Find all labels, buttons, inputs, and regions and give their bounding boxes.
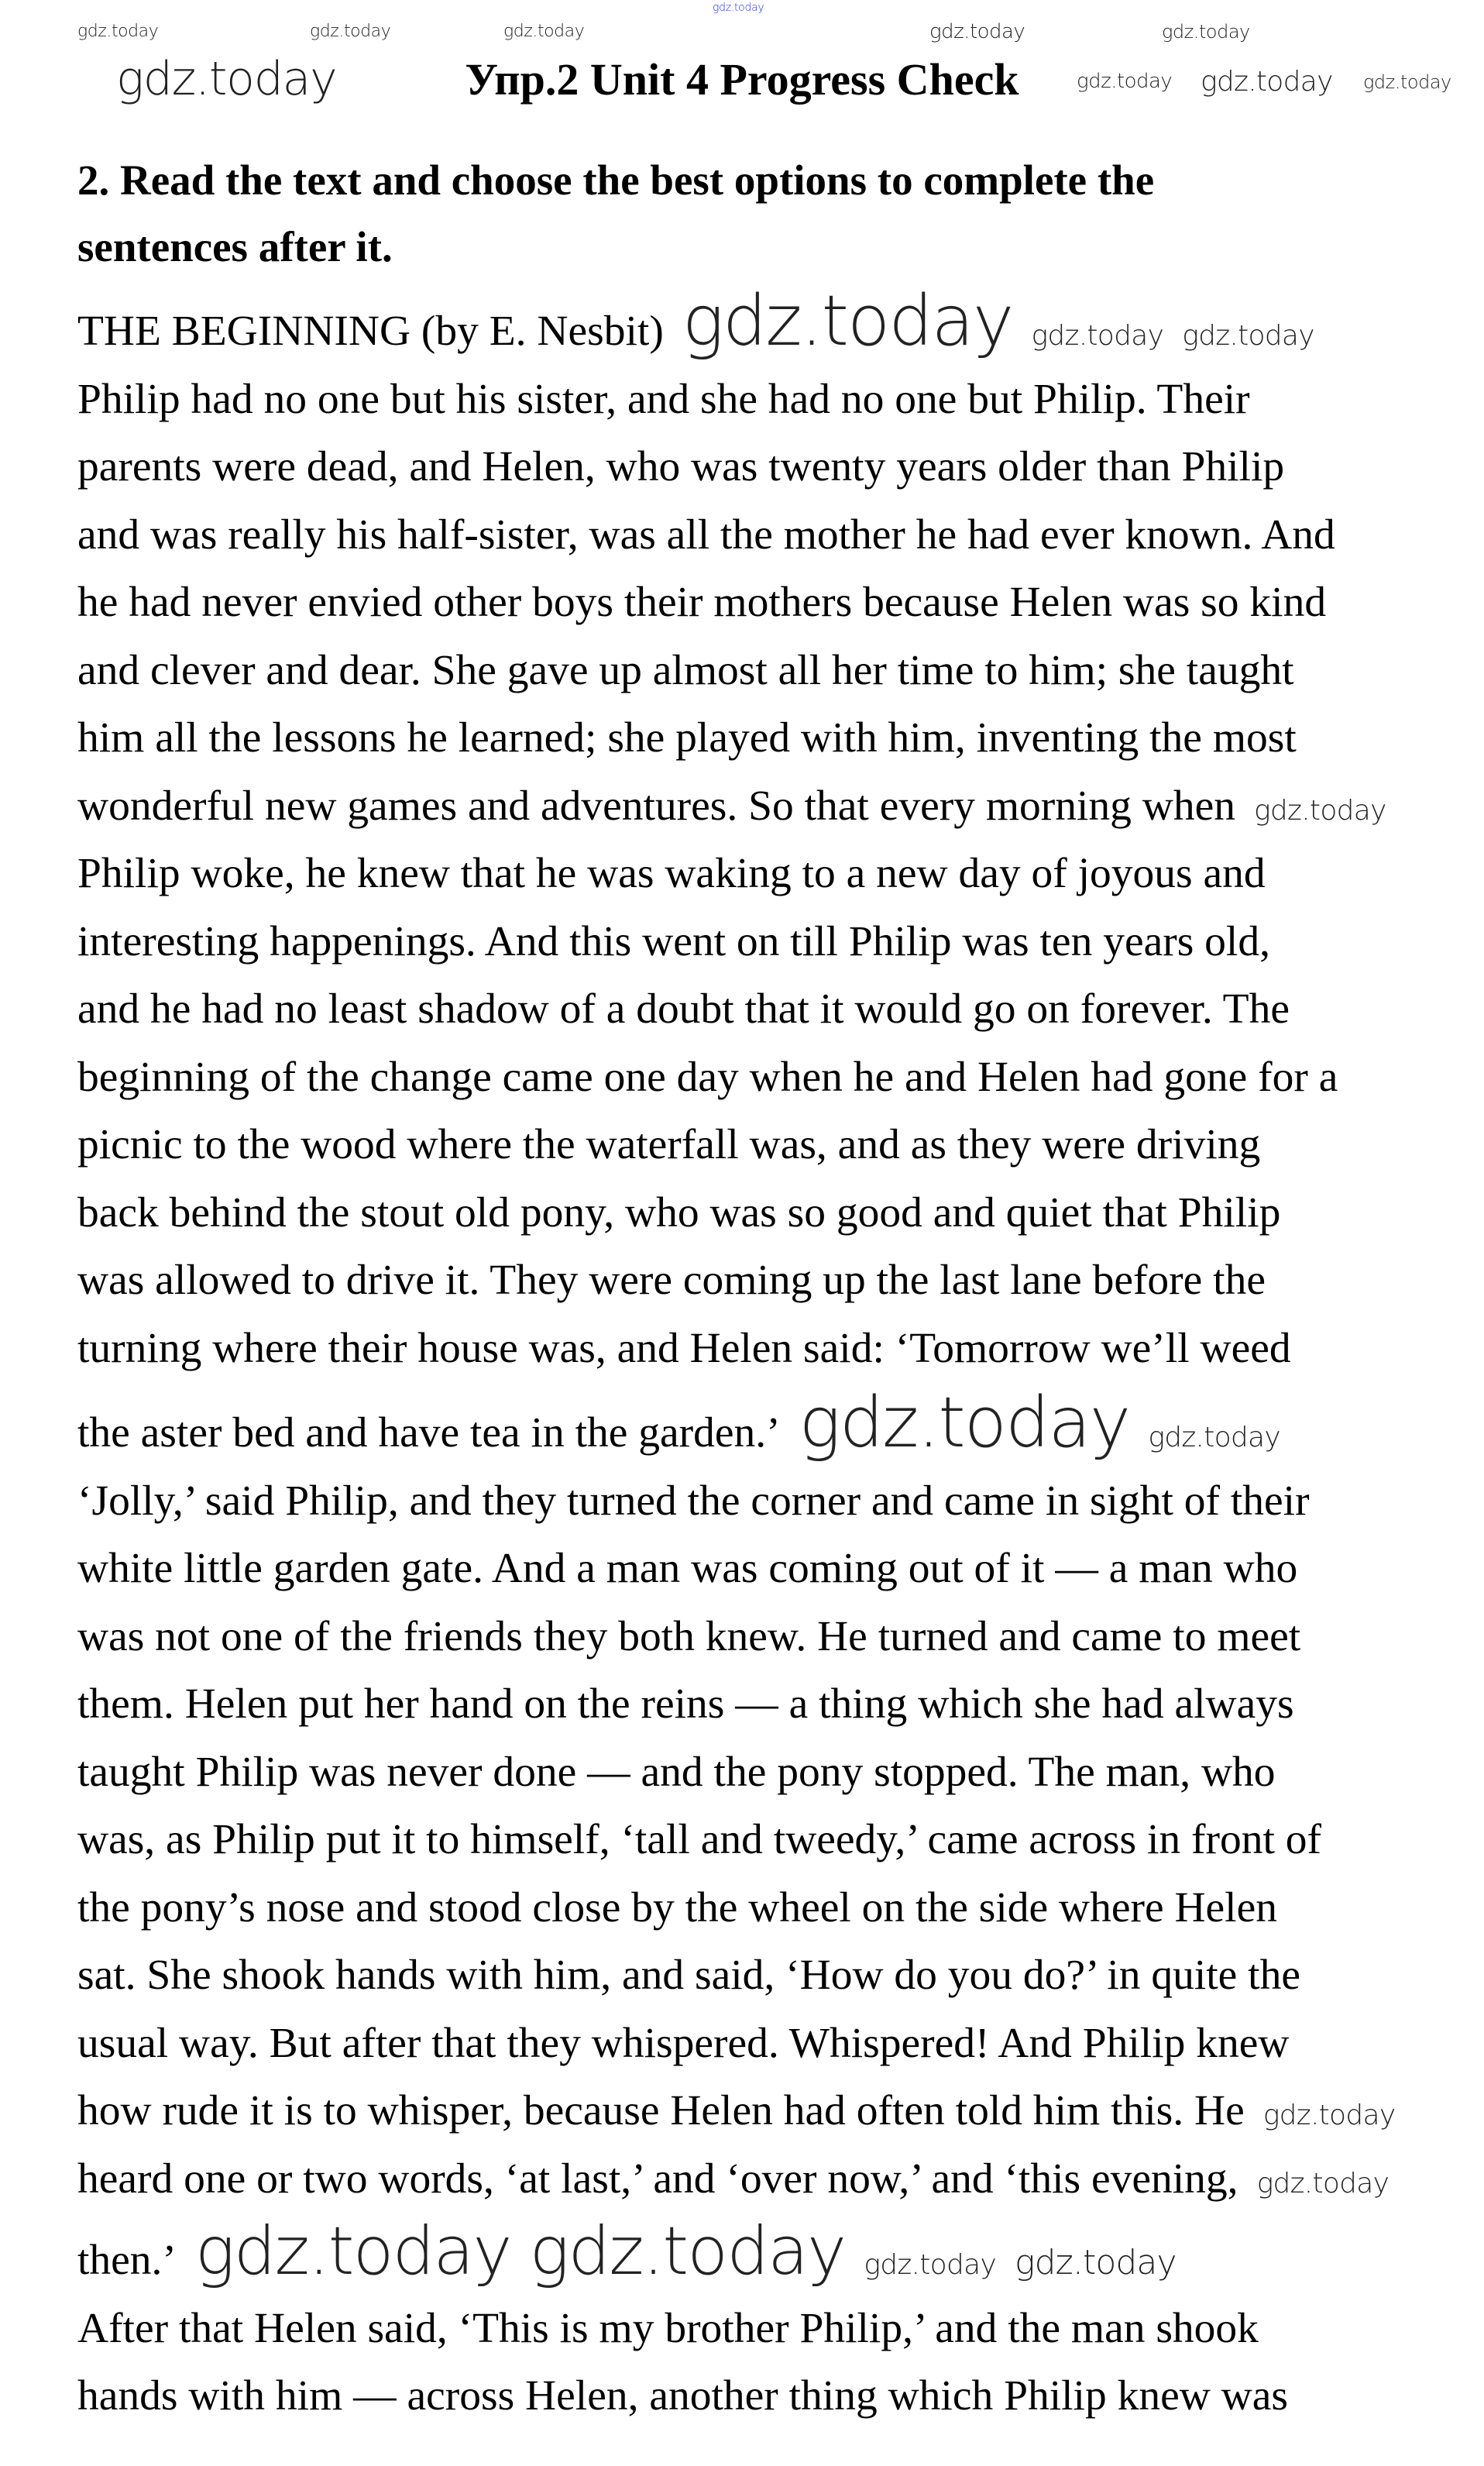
story-heading: THE BEGINNING (by E. Nesbit) bbox=[77, 308, 664, 355]
story-line-row bbox=[77, 637, 1395, 705]
story-line: hands with him — across Helen, another thing which Philip knew was bbox=[77, 2372, 1288, 2420]
story-line-row bbox=[77, 501, 1395, 569]
story-line: and he had no least shadow of a doubt that it would go on forever. The bbox=[77, 985, 1290, 1033]
watermark: gdz.today bbox=[864, 2249, 997, 2281]
story-line-row bbox=[77, 1467, 1395, 1536]
task-line: sentences after it. bbox=[77, 223, 393, 270]
story-line-row bbox=[77, 1806, 1395, 1874]
story-line: usual way. But after that they whispered. Whispered! And Philip knew bbox=[77, 2019, 1290, 2067]
story-line-row bbox=[77, 2362, 1395, 2430]
story-line: white little garden gate. And a man was coming out of it — a man who bbox=[77, 1545, 1298, 1592]
watermark: gdz.today bbox=[1148, 1422, 1280, 1453]
story-line: turning where their house was, and Helen said: ‘Tomorrow we’ll weed bbox=[77, 1324, 1291, 1372]
page-title: Упр.2 Unit 4 Progress Check bbox=[465, 54, 1019, 105]
story-line: Philip had no one but his sister, and she had no one but Philip. Their bbox=[77, 375, 1250, 423]
watermark: gdz.today bbox=[1254, 794, 1386, 827]
story-line: was allowed to drive it. They were coming up the last lane before the bbox=[77, 1257, 1266, 1304]
story-line: After that Helen said, ‘This is my brother Philip,’ and the man shook bbox=[77, 2304, 1259, 2352]
story-line-row bbox=[77, 704, 1395, 772]
story-line: parents were dead, and Helen, who was twenty years older than Philip bbox=[77, 443, 1285, 490]
watermark: gdz.today bbox=[929, 20, 1025, 43]
watermark: gdz.today bbox=[1262, 2100, 1396, 2131]
story-line-row bbox=[77, 2295, 1395, 2363]
story-line-row bbox=[77, 975, 1395, 1044]
story-line-row bbox=[77, 1670, 1395, 1739]
story-line: interesting happenings. And this went on till Philip was ten years old, bbox=[77, 917, 1270, 965]
story-line: him all the lessons he learned; she played with him, inventing the most bbox=[77, 714, 1297, 762]
story-line: was not one of the friends they both knew. He turned and came to meet bbox=[77, 1612, 1301, 1660]
story-line: heard one or two words, ‘at last,’ and ‘over now,’ and ‘this evening, bbox=[77, 2155, 1238, 2203]
story-line-row bbox=[77, 1603, 1395, 1671]
watermark: gdz.today bbox=[713, 2, 764, 14]
story-line-row bbox=[77, 1179, 1395, 1247]
story-line-row bbox=[77, 2010, 1395, 2078]
story-line-row bbox=[77, 1044, 1395, 1112]
watermark: gdz.today bbox=[194, 2213, 511, 2290]
story-line: how rude it is to whisper, because Helen had often told him this. He bbox=[77, 2087, 1245, 2134]
story-line-row bbox=[77, 2213, 1395, 2295]
story-line: he had never envied other boys their mothers because Helen was so kind bbox=[77, 579, 1327, 626]
watermark: gdz.today bbox=[529, 2213, 846, 2290]
watermark: gdz.today bbox=[116, 52, 337, 106]
story-line-row bbox=[77, 840, 1395, 908]
watermark: gdz.today bbox=[1162, 21, 1250, 43]
story-line: Philip woke, he knew that he was waking to a new day of joyous and bbox=[77, 850, 1266, 897]
watermark: gdz.today bbox=[1031, 320, 1164, 352]
watermark: gdz.today bbox=[1256, 2167, 1390, 2199]
watermark: gdz.today bbox=[1015, 2243, 1177, 2282]
story-heading-row bbox=[77, 280, 1395, 366]
watermark: gdz.today bbox=[1201, 66, 1333, 98]
story-text bbox=[77, 280, 1395, 2430]
story-line: the aster bed and have tea in the garden.’ bbox=[77, 1409, 781, 1457]
story-line-row bbox=[77, 908, 1395, 976]
story-line: the pony’s nose and stood close by the wheel on the side where Helen bbox=[77, 1883, 1277, 1931]
story-line: and was really his half-sister, was all the mother he had ever known. And bbox=[77, 511, 1335, 559]
story-line: and clever and dear. She gave up almost all her time to him; she taught bbox=[77, 646, 1294, 694]
story-line-row bbox=[77, 1942, 1395, 2010]
story-line-row bbox=[77, 366, 1395, 434]
story-line: sat. She shook hands with him, and said, ‘How do you do?’ in quite the bbox=[77, 1952, 1300, 1999]
story-line: picnic to the wood where the waterfall was, and as they were driving bbox=[77, 1121, 1261, 1168]
watermark: gdz.today bbox=[310, 22, 391, 41]
story-line-row bbox=[77, 2077, 1395, 2145]
watermark: gdz.today bbox=[1182, 320, 1314, 352]
story-line-row bbox=[77, 772, 1395, 841]
story-line-row bbox=[77, 1315, 1395, 1383]
story-line-row bbox=[77, 1874, 1395, 1942]
story-line: them. Helen put her hand on the reins — a thing which she had always bbox=[77, 1680, 1294, 1728]
story-line-row bbox=[77, 1739, 1395, 1807]
story-line: ‘Jolly,’ said Philip, and they turned the corner and came in sight of their bbox=[77, 1477, 1310, 1525]
task-line: 2. Read the text and choose the best options to complete the bbox=[77, 156, 1155, 204]
task-instruction bbox=[77, 147, 1154, 280]
watermark: gdz.today bbox=[1077, 70, 1173, 93]
watermark: gdz.today bbox=[77, 22, 159, 41]
story-line: was, as Philip put it to himself, ‘tall and tweedy,’ came across in front of bbox=[77, 1816, 1322, 1863]
story-line-row bbox=[77, 1535, 1395, 1603]
story-line-row bbox=[77, 1111, 1395, 1179]
story-line-row bbox=[77, 1247, 1395, 1315]
story-line-row bbox=[77, 569, 1395, 637]
story-line-row bbox=[77, 433, 1395, 501]
story-line-row bbox=[77, 1382, 1395, 1467]
story-line: wonderful new games and adventures. So that every morning when bbox=[77, 782, 1236, 830]
watermark: gdz.today bbox=[682, 280, 1013, 362]
watermark: gdz.today bbox=[799, 1382, 1130, 1463]
story-line: taught Philip was never done — and the pony stopped. The man, who bbox=[77, 1748, 1276, 1796]
watermark: gdz.today bbox=[1363, 71, 1451, 93]
watermark: gdz.today bbox=[503, 22, 585, 41]
story-line-row bbox=[77, 2145, 1395, 2213]
story-line: beginning of the change came one day when he and Helen had gone for a bbox=[77, 1053, 1338, 1101]
story-line: back behind the stout old pony, who was so good and quiet that Philip bbox=[77, 1188, 1281, 1236]
story-line: then.’ bbox=[77, 2237, 177, 2284]
